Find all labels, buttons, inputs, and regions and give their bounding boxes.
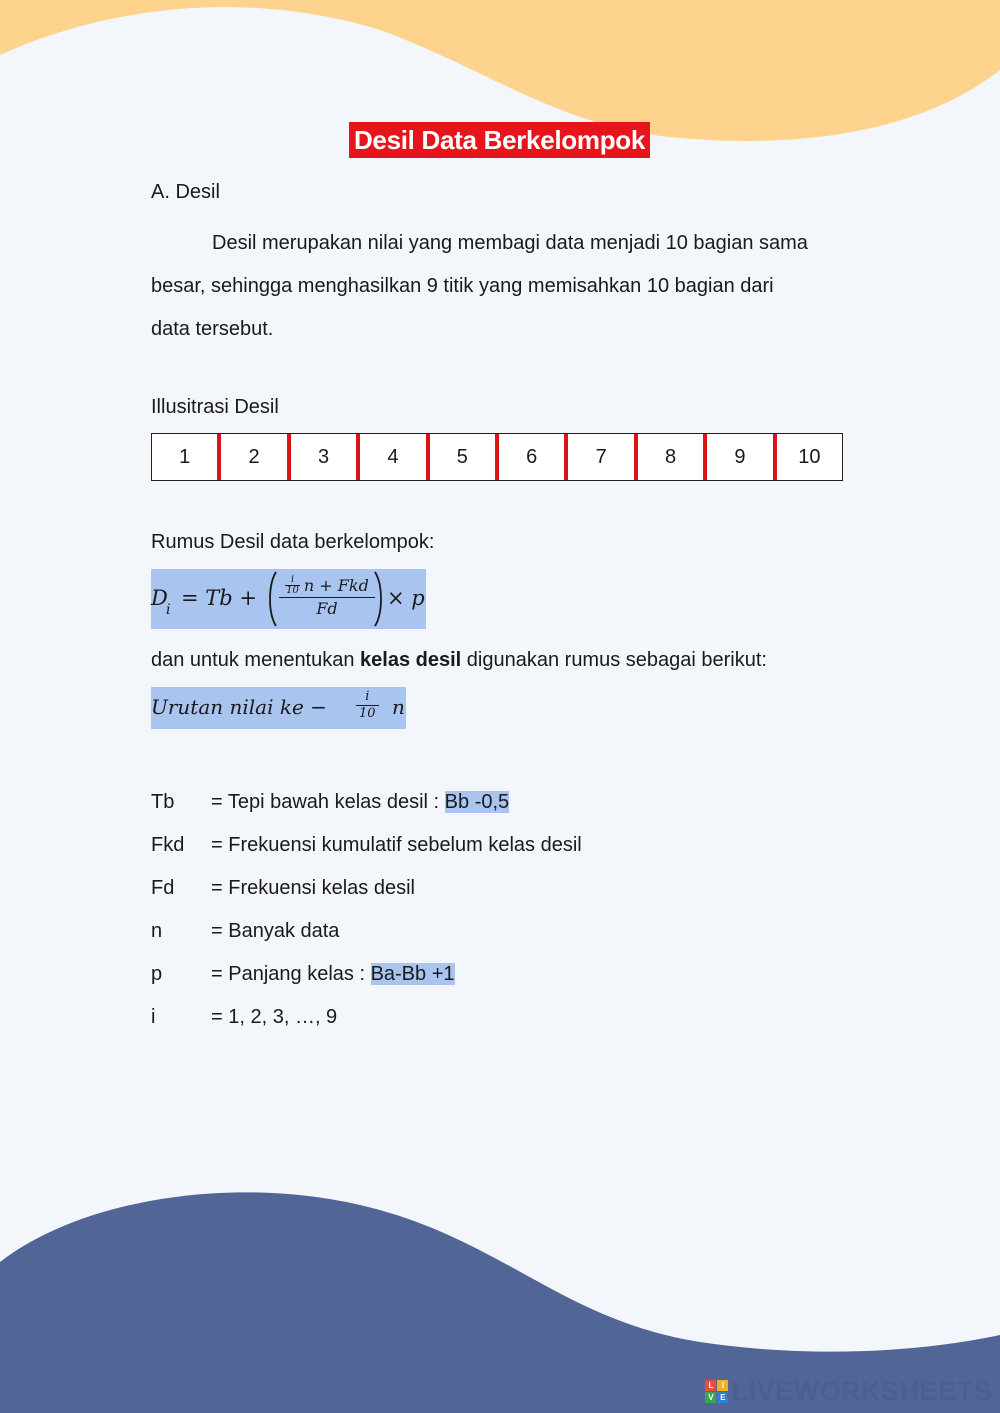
formula2-fraction [356, 689, 379, 722]
def-text [211, 962, 455, 986]
sentence-bold: kelas desil [360, 649, 462, 671]
decile-cell: 8 [634, 434, 703, 480]
def-description: = Banyak data [211, 920, 340, 942]
def-highlight: Ba-Bb +1 [370, 963, 455, 985]
def-highlight: Bb -0,5 [444, 791, 510, 813]
def-symbol: i [151, 1006, 156, 1028]
sentence-part: dan untuk menentukan [151, 649, 361, 671]
frac-10: 10 [286, 584, 299, 596]
def-description: = Panjang kelas : [211, 963, 371, 985]
def-description: = Frekuensi kumulatif sebelum kelas desil [211, 834, 582, 856]
left-paren [266, 571, 278, 627]
logo-letter: E [717, 1392, 728, 1403]
decile-cell: 10 [773, 434, 842, 480]
brand-text: LIVEWORKSHEETS [731, 1376, 992, 1406]
liveworksheets-logo-icon [705, 1380, 728, 1403]
decile-cell: 9 [703, 434, 772, 480]
def-description: = Frekuensi kelas desil [211, 877, 415, 899]
formula-lhs: D [151, 586, 168, 610]
def-description: = 1, 2, 3, …, 9 [211, 1006, 338, 1028]
sentence-part: digunakan rumus sebagai berikut: [461, 649, 767, 671]
decile-cell: 3 [287, 434, 356, 480]
decile-cell: 2 [217, 434, 286, 480]
decile-cell: 5 [426, 434, 495, 480]
formula-denominator: Fd [316, 599, 338, 618]
decile-cell: 7 [564, 434, 633, 480]
decile-formula [151, 569, 426, 629]
frac-den: 10 [356, 705, 379, 722]
formula-eq: = Tb + [181, 586, 257, 610]
formula2-tail: n [392, 695, 405, 719]
logo-letter: I [717, 1380, 728, 1391]
paragraph-line: data tersebut. [151, 318, 274, 340]
kelas-desil-formula [151, 687, 406, 729]
def-symbol: Tb [151, 791, 175, 813]
logo-letter: L [705, 1380, 716, 1391]
formula-label: Rumus Desil data berkelompok: [151, 531, 435, 553]
decile-cell: 6 [495, 434, 564, 480]
decile-cell: 1 [179, 445, 191, 468]
def-text [211, 790, 509, 814]
formula2-text: Urutan nilai ke − [151, 695, 327, 719]
def-symbol: Fkd [151, 834, 185, 856]
frac-i: i [290, 573, 295, 585]
logo-letter: V [705, 1392, 716, 1403]
liveworksheets-brand[interactable] [705, 1376, 992, 1407]
section-heading: A. Desil [151, 181, 220, 203]
frac-num: i [365, 689, 370, 704]
illustration-label: Illusitrasi Desil [151, 396, 279, 418]
decile-illustration [151, 433, 843, 481]
def-symbol: p [151, 963, 163, 985]
definition-paragraph [151, 222, 851, 351]
decile-cell: 4 [356, 434, 425, 480]
kelas-desil-sentence [151, 648, 767, 672]
formula-subscript: i [166, 602, 171, 618]
right-paren [373, 571, 385, 627]
formula-numerator: n + Fkd [303, 575, 369, 595]
paragraph-line: besar, sehingga menghasilkan 9 titik yang memisahkan 10 bagian dari [151, 275, 774, 297]
paragraph-line: Desil merupakan nilai yang membagi data menjadi 10 bagian sama [212, 232, 808, 254]
formula-fraction [279, 573, 375, 620]
def-description: = Tepi bawah kelas desil : [211, 791, 445, 813]
formula-tail: × p [387, 586, 425, 610]
def-symbol: Fd [151, 877, 175, 899]
page-title: Desil Data Berkelompok [349, 122, 650, 158]
def-symbol: n [151, 920, 163, 942]
